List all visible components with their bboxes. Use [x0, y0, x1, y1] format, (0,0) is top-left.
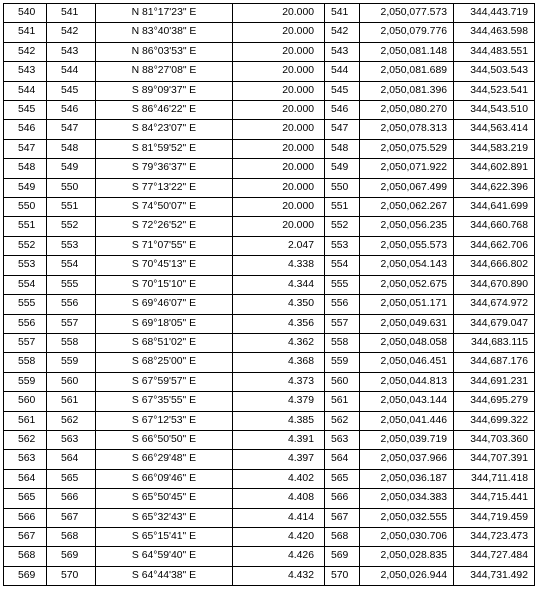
bearing-cell: S 67°12'53" E [96, 411, 233, 430]
distance-cell: 20.000 [233, 81, 325, 100]
table-row [4, 4, 535, 23]
northing-cell: 2,050,034.383 [360, 489, 454, 508]
northing-cell: 2,050,052.675 [360, 275, 454, 294]
easting-cell: 344,602.891 [454, 159, 535, 178]
from-station-cell: 558 [4, 353, 47, 372]
point-cell: 565 [325, 469, 360, 488]
easting-cell: 344,687.176 [454, 353, 535, 372]
table-row [4, 392, 535, 411]
distance-cell: 20.000 [233, 42, 325, 61]
to-station-cell: 568 [47, 527, 96, 546]
point-cell: 543 [325, 42, 360, 61]
to-station-cell: 557 [47, 314, 96, 333]
distance-cell: 20.000 [233, 101, 325, 120]
easting-cell: 344,583.219 [454, 139, 535, 158]
bearing-cell: N 88°27'08" E [96, 62, 233, 81]
table-row [4, 372, 535, 391]
easting-cell: 344,622.396 [454, 178, 535, 197]
bearing-cell: S 69°18'05" E [96, 314, 233, 333]
from-station-cell: 545 [4, 101, 47, 120]
northing-cell: 2,050,044.813 [360, 372, 454, 391]
distance-cell: 4.391 [233, 430, 325, 449]
from-station-cell: 563 [4, 450, 47, 469]
easting-cell: 344,666.802 [454, 256, 535, 275]
easting-cell: 344,660.768 [454, 217, 535, 236]
northing-cell: 2,050,028.835 [360, 547, 454, 566]
table-row [4, 101, 535, 120]
northing-cell: 2,050,081.148 [360, 42, 454, 61]
northing-cell: 2,050,030.706 [360, 527, 454, 546]
easting-cell: 344,463.598 [454, 23, 535, 42]
bearing-cell: S 74°50'07" E [96, 198, 233, 217]
from-station-cell: 552 [4, 236, 47, 255]
bearing-cell: S 67°35'55" E [96, 392, 233, 411]
distance-cell: 4.368 [233, 353, 325, 372]
easting-cell: 344,723.473 [454, 527, 535, 546]
distance-cell: 4.373 [233, 372, 325, 391]
easting-cell: 344,662.706 [454, 236, 535, 255]
table-row [4, 489, 535, 508]
easting-cell: 344,443.719 [454, 4, 535, 23]
from-station-cell: 554 [4, 275, 47, 294]
table-row [4, 450, 535, 469]
point-cell: 568 [325, 527, 360, 546]
table-row [4, 178, 535, 197]
easting-cell: 344,699.322 [454, 411, 535, 430]
northing-cell: 2,050,077.573 [360, 4, 454, 23]
point-cell: 562 [325, 411, 360, 430]
northing-cell: 2,050,026.944 [360, 566, 454, 585]
northing-cell: 2,050,067.499 [360, 178, 454, 197]
from-station-cell: 549 [4, 178, 47, 197]
bearing-cell: S 70°15'10" E [96, 275, 233, 294]
from-station-cell: 544 [4, 81, 47, 100]
table-row [4, 23, 535, 42]
easting-cell: 344,691.231 [454, 372, 535, 391]
from-station-cell: 556 [4, 314, 47, 333]
table-row [4, 275, 535, 294]
distance-cell: 20.000 [233, 23, 325, 42]
bearing-cell: S 64°44'38" E [96, 566, 233, 585]
bearing-cell: N 86°03'53" E [96, 42, 233, 61]
from-station-cell: 562 [4, 430, 47, 449]
northing-cell: 2,050,032.555 [360, 508, 454, 527]
bearing-cell: S 68°51'02" E [96, 333, 233, 352]
from-station-cell: 564 [4, 469, 47, 488]
point-cell: 570 [325, 566, 360, 585]
distance-cell: 20.000 [233, 4, 325, 23]
to-station-cell: 551 [47, 198, 96, 217]
northing-cell: 2,050,071.922 [360, 159, 454, 178]
distance-cell: 4.385 [233, 411, 325, 430]
northing-cell: 2,050,043.144 [360, 392, 454, 411]
point-cell: 563 [325, 430, 360, 449]
point-cell: 552 [325, 217, 360, 236]
distance-cell: 4.350 [233, 295, 325, 314]
bearing-cell: S 65°50'45" E [96, 489, 233, 508]
to-station-cell: 555 [47, 275, 96, 294]
northing-cell: 2,050,041.446 [360, 411, 454, 430]
distance-cell: 20.000 [233, 178, 325, 197]
distance-cell: 4.414 [233, 508, 325, 527]
table-row [4, 198, 535, 217]
to-station-cell: 558 [47, 333, 96, 352]
from-station-cell: 546 [4, 120, 47, 139]
to-station-cell: 567 [47, 508, 96, 527]
distance-cell: 4.432 [233, 566, 325, 585]
table-row [4, 42, 535, 61]
bearing-cell: S 81°59'52" E [96, 139, 233, 158]
distance-cell: 20.000 [233, 217, 325, 236]
point-cell: 548 [325, 139, 360, 158]
easting-cell: 344,670.890 [454, 275, 535, 294]
to-station-cell: 549 [47, 159, 96, 178]
bearing-cell: S 71°07'55" E [96, 236, 233, 255]
table-row [4, 236, 535, 255]
northing-cell: 2,050,075.529 [360, 139, 454, 158]
from-station-cell: 569 [4, 566, 47, 585]
table-row [4, 430, 535, 449]
from-station-cell: 548 [4, 159, 47, 178]
table-row [4, 159, 535, 178]
easting-cell: 344,707.391 [454, 450, 535, 469]
from-station-cell: 559 [4, 372, 47, 391]
northing-cell: 2,050,048.058 [360, 333, 454, 352]
easting-cell: 344,719.459 [454, 508, 535, 527]
from-station-cell: 550 [4, 198, 47, 217]
northing-cell: 2,050,079.776 [360, 23, 454, 42]
bearing-cell: S 64°59'40" E [96, 547, 233, 566]
table-row [4, 566, 535, 585]
table-row [4, 120, 535, 139]
to-station-cell: 565 [47, 469, 96, 488]
bearing-cell: S 69°46'07" E [96, 295, 233, 314]
from-station-cell: 560 [4, 392, 47, 411]
point-cell: 554 [325, 256, 360, 275]
point-cell: 546 [325, 101, 360, 120]
table-row [4, 62, 535, 81]
northing-cell: 2,050,046.451 [360, 353, 454, 372]
bearing-cell: S 79°36'37" E [96, 159, 233, 178]
table-row [4, 469, 535, 488]
from-station-cell: 565 [4, 489, 47, 508]
table-row [4, 139, 535, 158]
to-station-cell: 569 [47, 547, 96, 566]
point-cell: 553 [325, 236, 360, 255]
from-station-cell: 547 [4, 139, 47, 158]
northing-cell: 2,050,081.689 [360, 62, 454, 81]
distance-cell: 2.047 [233, 236, 325, 255]
point-cell: 559 [325, 353, 360, 372]
easting-cell: 344,641.699 [454, 198, 535, 217]
point-cell: 550 [325, 178, 360, 197]
to-station-cell: 543 [47, 42, 96, 61]
distance-cell: 20.000 [233, 159, 325, 178]
bearing-cell: S 65°15'41" E [96, 527, 233, 546]
distance-cell: 4.356 [233, 314, 325, 333]
easting-cell: 344,727.484 [454, 547, 535, 566]
distance-cell: 4.362 [233, 333, 325, 352]
from-station-cell: 567 [4, 527, 47, 546]
easting-cell: 344,543.510 [454, 101, 535, 120]
from-station-cell: 561 [4, 411, 47, 430]
point-cell: 560 [325, 372, 360, 391]
point-cell: 549 [325, 159, 360, 178]
point-cell: 555 [325, 275, 360, 294]
point-cell: 541 [325, 4, 360, 23]
to-station-cell: 548 [47, 139, 96, 158]
easting-cell: 344,503.543 [454, 62, 535, 81]
to-station-cell: 545 [47, 81, 96, 100]
northing-cell: 2,050,051.171 [360, 295, 454, 314]
table-row [4, 81, 535, 100]
to-station-cell: 550 [47, 178, 96, 197]
to-station-cell: 554 [47, 256, 96, 275]
northing-cell: 2,050,049.631 [360, 314, 454, 333]
table-row [4, 547, 535, 566]
distance-cell: 4.379 [233, 392, 325, 411]
from-station-cell: 557 [4, 333, 47, 352]
to-station-cell: 546 [47, 101, 96, 120]
point-cell: 564 [325, 450, 360, 469]
bearing-cell: S 66°50'50" E [96, 430, 233, 449]
northing-cell: 2,050,081.396 [360, 81, 454, 100]
point-cell: 558 [325, 333, 360, 352]
to-station-cell: 561 [47, 392, 96, 411]
table-row [4, 295, 535, 314]
from-station-cell: 568 [4, 547, 47, 566]
to-station-cell: 566 [47, 489, 96, 508]
northing-cell: 2,050,037.966 [360, 450, 454, 469]
distance-cell: 4.397 [233, 450, 325, 469]
table-row [4, 353, 535, 372]
to-station-cell: 562 [47, 411, 96, 430]
point-cell: 557 [325, 314, 360, 333]
bearing-cell: S 84°23'07" E [96, 120, 233, 139]
to-station-cell: 552 [47, 217, 96, 236]
easting-cell: 344,683.115 [454, 333, 535, 352]
to-station-cell: 564 [47, 450, 96, 469]
bearing-cell: S 67°59'57" E [96, 372, 233, 391]
easting-cell: 344,563.414 [454, 120, 535, 139]
table-row [4, 527, 535, 546]
bearing-cell: N 81°17'23" E [96, 4, 233, 23]
bearing-cell: S 68°25'00" E [96, 353, 233, 372]
easting-cell: 344,674.972 [454, 295, 535, 314]
northing-cell: 2,050,039.719 [360, 430, 454, 449]
to-station-cell: 563 [47, 430, 96, 449]
table-row [4, 508, 535, 527]
bearing-cell: S 65°32'43" E [96, 508, 233, 527]
point-cell: 556 [325, 295, 360, 314]
from-station-cell: 540 [4, 4, 47, 23]
bearing-cell: S 72°26'52" E [96, 217, 233, 236]
distance-cell: 20.000 [233, 139, 325, 158]
to-station-cell: 570 [47, 566, 96, 585]
to-station-cell: 556 [47, 295, 96, 314]
table-row [4, 411, 535, 430]
northing-cell: 2,050,054.143 [360, 256, 454, 275]
distance-cell: 4.408 [233, 489, 325, 508]
northing-cell: 2,050,078.313 [360, 120, 454, 139]
bearing-cell: S 86°46'22" E [96, 101, 233, 120]
distance-cell: 4.344 [233, 275, 325, 294]
distance-cell: 4.426 [233, 547, 325, 566]
easting-cell: 344,731.492 [454, 566, 535, 585]
bearing-cell: N 83°40'38" E [96, 23, 233, 42]
bearing-cell: S 66°29'48" E [96, 450, 233, 469]
point-cell: 567 [325, 508, 360, 527]
easting-cell: 344,703.360 [454, 430, 535, 449]
point-cell: 551 [325, 198, 360, 217]
bearing-cell: S 66°09'46" E [96, 469, 233, 488]
point-cell: 547 [325, 120, 360, 139]
distance-cell: 20.000 [233, 62, 325, 81]
from-station-cell: 541 [4, 23, 47, 42]
table-row [4, 314, 535, 333]
distance-cell: 4.402 [233, 469, 325, 488]
northing-cell: 2,050,080.270 [360, 101, 454, 120]
to-station-cell: 560 [47, 372, 96, 391]
bearing-cell: S 77°13'22" E [96, 178, 233, 197]
point-cell: 569 [325, 547, 360, 566]
easting-cell: 344,523.541 [454, 81, 535, 100]
easting-cell: 344,679.047 [454, 314, 535, 333]
from-station-cell: 553 [4, 256, 47, 275]
from-station-cell: 551 [4, 217, 47, 236]
northing-cell: 2,050,036.187 [360, 469, 454, 488]
from-station-cell: 555 [4, 295, 47, 314]
to-station-cell: 559 [47, 353, 96, 372]
easting-cell: 344,695.279 [454, 392, 535, 411]
northing-cell: 2,050,056.235 [360, 217, 454, 236]
easting-cell: 344,483.551 [454, 42, 535, 61]
point-cell: 561 [325, 392, 360, 411]
distance-cell: 4.338 [233, 256, 325, 275]
easting-cell: 344,711.418 [454, 469, 535, 488]
to-station-cell: 553 [47, 236, 96, 255]
northing-cell: 2,050,055.573 [360, 236, 454, 255]
bearing-cell: S 89°09'37" E [96, 81, 233, 100]
table-body [4, 4, 535, 586]
distance-cell: 4.420 [233, 527, 325, 546]
point-cell: 544 [325, 62, 360, 81]
table-row [4, 333, 535, 352]
to-station-cell: 547 [47, 120, 96, 139]
distance-cell: 20.000 [233, 120, 325, 139]
survey-coordinates-table [3, 3, 535, 586]
to-station-cell: 542 [47, 23, 96, 42]
to-station-cell: 544 [47, 62, 96, 81]
point-cell: 566 [325, 489, 360, 508]
table-row [4, 256, 535, 275]
from-station-cell: 566 [4, 508, 47, 527]
bearing-cell: S 70°45'13" E [96, 256, 233, 275]
easting-cell: 344,715.441 [454, 489, 535, 508]
point-cell: 542 [325, 23, 360, 42]
from-station-cell: 542 [4, 42, 47, 61]
table-row [4, 217, 535, 236]
distance-cell: 20.000 [233, 198, 325, 217]
to-station-cell: 541 [47, 4, 96, 23]
point-cell: 545 [325, 81, 360, 100]
from-station-cell: 543 [4, 62, 47, 81]
northing-cell: 2,050,062.267 [360, 198, 454, 217]
